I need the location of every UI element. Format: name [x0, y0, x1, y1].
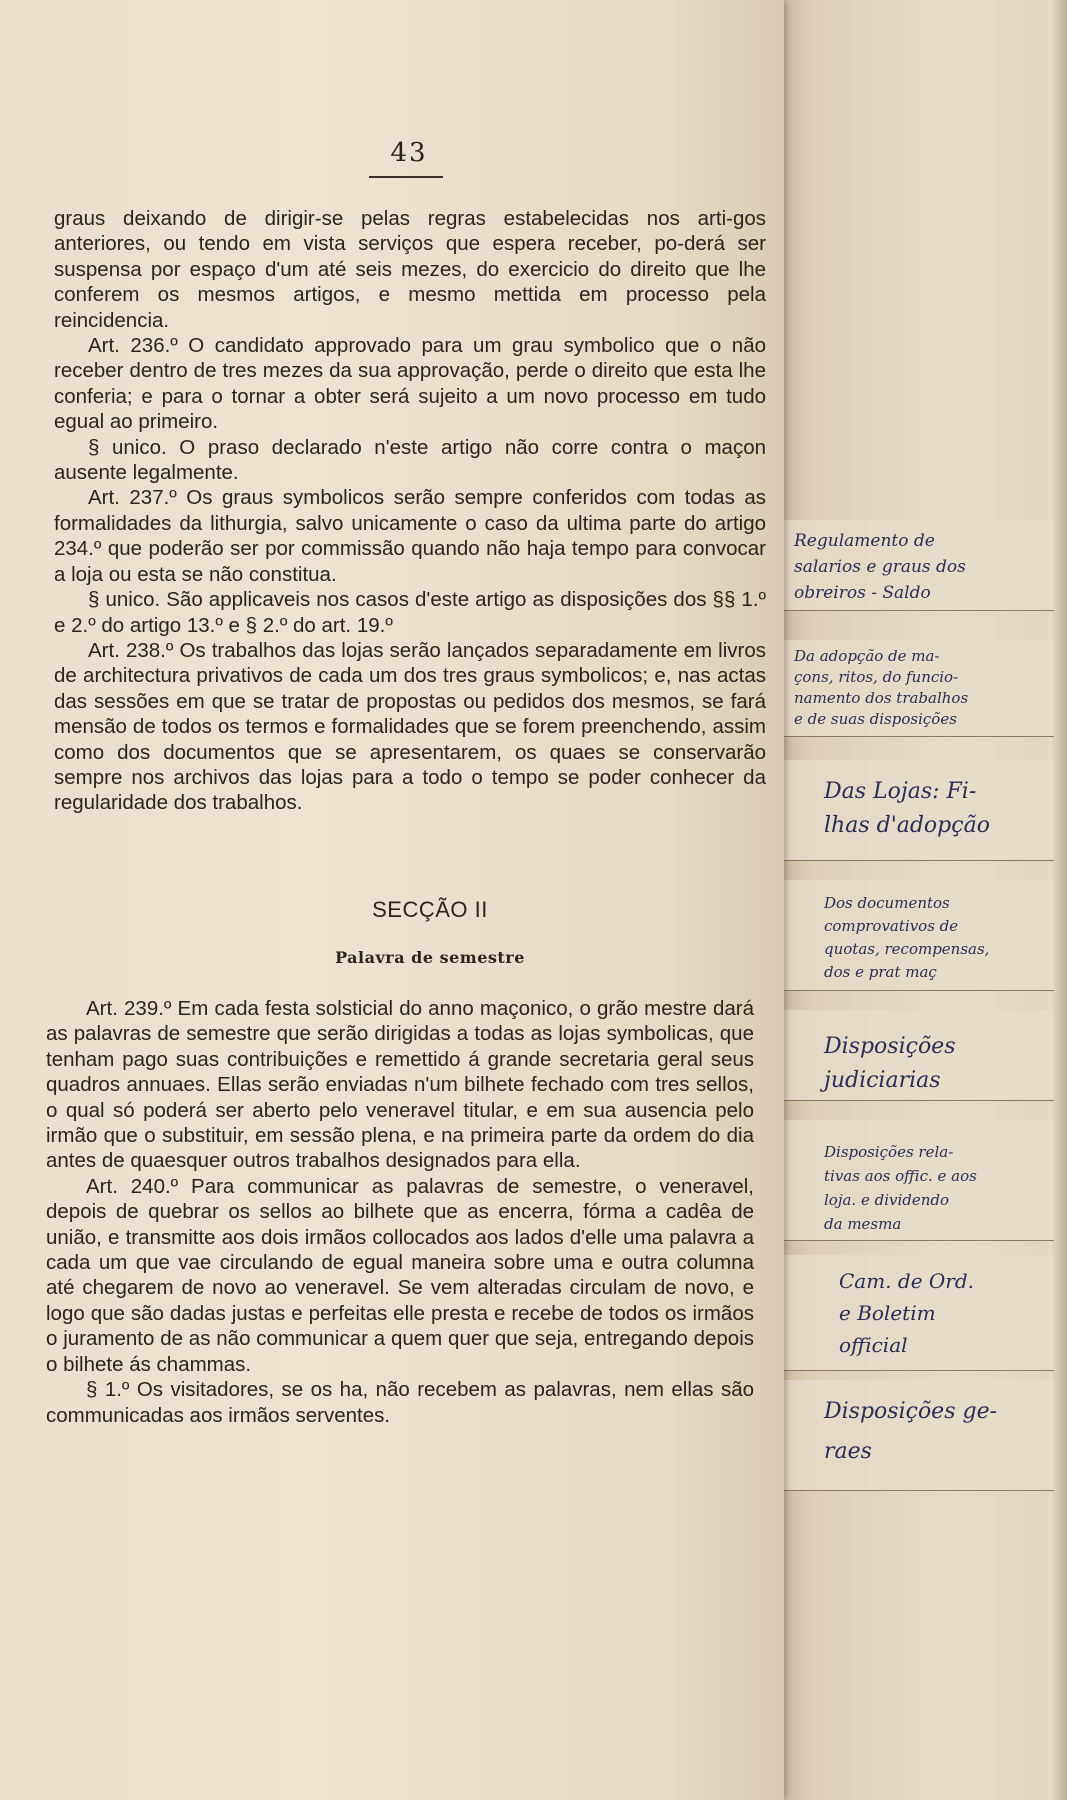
paragraph: Art. 236.º O candidato approvado para um grau symbolico que o não receber dentro de tres mezes da sua approvação, perde o direito que esta lhe conferia; e para o tornar a obter será sujeito a um novo processo em tudo egual ao primeiro. [54, 334, 766, 434]
section-title: SECÇÃO II [372, 897, 488, 922]
margin-note: Das Lojas: Fi- lhas d'adopção [824, 779, 990, 838]
paragraph: Art. 239.º Em cada festa solsticial do anno maçonico, o grão mestre dará as palavras de semestre que serão dirigidas a todas as lojas symbolicas, que tenham pago suas contribuições e remettido á grande secretaria geral seus quadros annuaes. Ellas serão enviadas n'um bilhete fechado com tres sellos, o qual só poderá ser aberto pelo veneravel titular, e em sua ausencia pelo irmão que o substituir, em sessão plena, e na primeira parte da ordem do dia antes de quaesquer outros trabalhos designados para ella. [46, 997, 754, 1173]
paragraph: Art. 237.º Os graus symbolicos serão sempre conferidos com todas as formalidades da lithurgia, salvo unicamente o caso da ultima parte do artigo 234.º que poderão ser por commissão quando não haja tempo para convocar a loja ou esta se não constitua. [54, 486, 766, 586]
paragraph: § 1.º Os visitadores, se os ha, não recebem as palavras, nem ellas são communicadas aos irmãos serventes. [46, 1378, 754, 1427]
margin-note: Dos documentos comprovativos de quotas, recompensas, dos e prat maç [824, 894, 990, 981]
margin-note: Disposições ge- raes [824, 1399, 998, 1464]
page-number-rule [369, 176, 443, 178]
margin-note: Disposições rela- tivas aos offic. e aos loja. e dividendo da mesma [824, 1143, 977, 1233]
margin-note: Cam. de Ord. e Boletim official [839, 1269, 975, 1357]
page-number: 43 [390, 138, 428, 168]
paragraph: graus deixando de dirigir-se pelas regras estabelecidas nos arti-gos anteriores, ou tendo em vista serviços que espera receber, po-derá ser suspensa por espaço d'um até seis mezes, do exercicio do direito que lhe conferem os mesmos artigos, e mesmo mettida em processo pela reincidencia. [54, 207, 766, 332]
paragraph: § unico. São applicaveis nos casos d'este artigo as disposições dos §§ 1.º e 2.º do artigo 13.º e § 2.º do art. 19.º [54, 588, 766, 637]
margin-note: Da adopção de ma- çons, ritos, do funcio- namento dos trabalhos e de suas disposições [794, 647, 969, 728]
margin-strip [784, 0, 1067, 1800]
body-text-bottom [46, 996, 754, 1428]
paragraph: § unico. O praso declarado n'este artigo não corre contra o maçon ausente legalmente. [54, 435, 766, 485]
paragraph: Art. 238.º Os trabalhos das lojas serão lançados separadamente em livros de architectura privativos de cada um dos tres graus symbolicos; e, nas actas das sessões em que se tratar de propostas ou pedidos dos mesmos, se fará mensão de todos os termos e formalidades que se forem preenchendo, assim como dos documentos que se apresentarem, os quaes se conservarão sempre nos archivos das lojas para a todo o tempo se poder conhecer da regularidade dos trabalhos. [54, 638, 766, 815]
margin-note: Regulamento de salarios e graus dos obreiros - Saldo [794, 531, 966, 603]
section-subtitle: Palavra de semestre [335, 948, 525, 967]
margin-note: Disposições judiciarias [824, 1034, 956, 1093]
body-text-top [54, 206, 766, 816]
paragraph: Art. 240.º Para communicar as palavras de semestre, o veneravel, depois de quebrar os sellos ao bilhete que as encerra, fórma a cadêa de união, e transmitte aos dois irmãos collocados aos lados d'elle uma palavra a cada um que vae circulando de egual maneira sobre uma e outra columna até chegarem de novo ao veneravel. Se vem alteradas circulam de novo, e logo que são dadas justas e perfeitas elle presta e recebe de todos os irmãos o juramento de as não communicar a quem quer que seja, entregando depois o bilhete ás chammas. [46, 1174, 754, 1376]
